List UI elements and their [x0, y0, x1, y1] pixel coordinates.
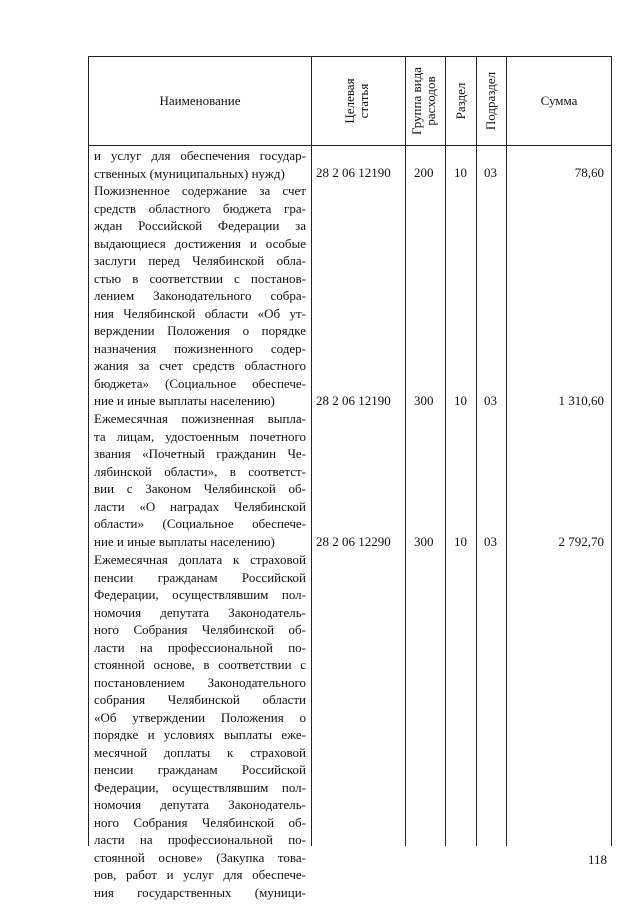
desc-line: ласти на профессиональной по- [94, 832, 306, 847]
row-1-description [94, 147, 306, 182]
desc-line: ственных (муниципальных) нужд) [94, 165, 285, 181]
row-3-section: 10 [454, 534, 467, 549]
row-2-description [94, 182, 306, 410]
desc-line: стоянной основе, в соответствии с [94, 657, 306, 672]
desc-line: стоянной основе» (Закупка това- [94, 849, 306, 865]
desc-line: Федерации, осуществлявшим пол- [94, 779, 306, 795]
col-border-left [88, 56, 89, 846]
desc-line: пенсии гражданам Российской [94, 762, 306, 777]
desc-line: лением Законодательного собра- [94, 288, 306, 303]
col-border-target [405, 56, 406, 846]
desc-line: месячной доплаты к страховой [94, 744, 306, 760]
desc-line: пенсии гражданам Российской [94, 569, 306, 585]
header-sum: Сумма [540, 92, 578, 108]
desc-line: Федерации, осуществлявшим пол- [94, 587, 306, 602]
desc-line: ждан Российской Федерации за [94, 218, 306, 233]
desc-line: ния государственных (муници- [94, 884, 306, 900]
col-border-name [311, 56, 312, 846]
desc-line: звания «Почетный гражданин Че- [94, 446, 306, 461]
desc-line: ние и иные выплаты населению) [94, 533, 275, 549]
desc-line: Пожизненное содержание за счет [94, 183, 306, 198]
desc-line: лябинской области», в соответст- [94, 463, 306, 479]
desc-line: постановлением Законодательного [94, 674, 306, 690]
desc-line: та лицам, удостоенным почетного [94, 428, 306, 444]
row-3-subsection: 03 [484, 534, 497, 549]
col-border-right [611, 56, 612, 846]
header-name: Наименование [159, 92, 241, 108]
desc-line: ного Собрания Челябинской об- [94, 814, 306, 830]
desc-line: Ежемесячная доплата к страховой [94, 552, 306, 567]
row-1-group: 200 [414, 165, 434, 180]
row-3-sum: 2 792,70 [558, 534, 604, 549]
row-2-group: 300 [414, 393, 434, 408]
desc-line: области» (Социальное обеспече- [94, 516, 306, 531]
desc-line: ние и иные выплаты населению) [94, 393, 275, 408]
row-2-section: 10 [454, 393, 467, 408]
header-expense-group: Группа вида расходов [409, 67, 438, 135]
desc-line: стью в соответствии с постанов- [94, 270, 306, 286]
row-3-description [94, 410, 306, 550]
col-border-subsection [506, 56, 507, 846]
header-subsection: Подраздел [483, 71, 498, 131]
row-1-target-code: 28 2 06 12190 [316, 165, 391, 180]
row-2-target-code: 28 2 06 12190 [316, 393, 391, 408]
col-border-section [476, 56, 477, 846]
desc-line: ния Челябинской области «Об ут- [94, 305, 306, 321]
desc-line: жания за счет средств областного [94, 358, 306, 373]
row-3-target-code: 28 2 06 12290 [316, 534, 391, 549]
desc-line: ного Собрания Челябинской об- [94, 622, 306, 637]
desc-line: «Об утверждении Положения о [94, 709, 306, 725]
desc-line: ласти на профессиональной по- [94, 639, 306, 655]
desc-line: бюджета» (Социальное обеспече- [94, 375, 306, 391]
desc-line: и услуг для обеспечения государ- [94, 148, 306, 163]
row-2-subsection: 03 [484, 393, 497, 408]
desc-line: Ежемесячная пожизненная выпла- [94, 411, 306, 426]
desc-line: вии с Законом Челябинской об- [94, 481, 306, 496]
header-target-article: Целевая статья [342, 78, 371, 124]
desc-line: назначения пожизненного содер- [94, 340, 306, 356]
desc-line: средств областного бюджета гра- [94, 200, 306, 216]
header-section: Раздел [453, 82, 468, 120]
desc-line: ласти «О наградах Челябинской [94, 498, 306, 514]
desc-line: ров, работ и услуг для обеспече- [94, 867, 306, 882]
row-2-sum: 1 310,60 [558, 393, 604, 408]
col-border-group [445, 56, 446, 846]
row-3-group: 300 [414, 534, 434, 549]
row-1-subsection: 03 [484, 165, 497, 180]
desc-line: номочия депутата Законодатель- [94, 604, 306, 620]
row-4-description [94, 551, 306, 901]
row-1-section: 10 [454, 165, 467, 180]
desc-line: номочия депутата Законодатель- [94, 797, 306, 812]
desc-line: заслуги перед Челябинской обла- [94, 253, 306, 268]
row-1-sum: 78,60 [574, 165, 604, 180]
desc-line: верждении Положения о порядке [94, 323, 306, 338]
page-number: 118 [588, 852, 608, 867]
desc-line: порядке и условиях выплаты еже- [94, 727, 306, 742]
desc-line: выдающиеся достижения и особые [94, 235, 306, 251]
desc-line: собрания Челябинской области [94, 692, 306, 707]
